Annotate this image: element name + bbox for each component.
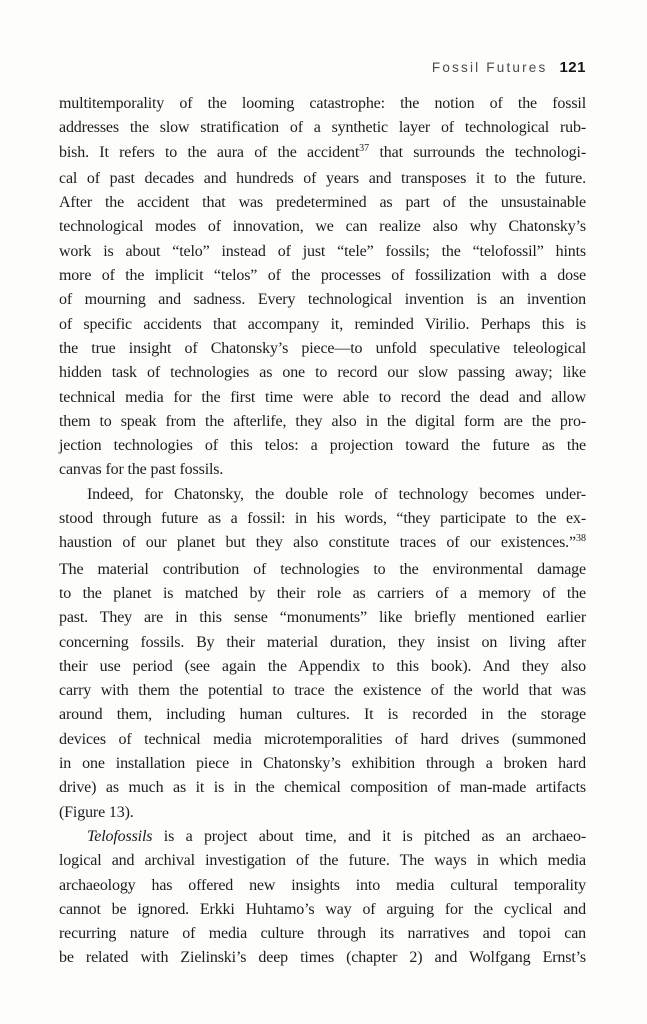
text-line xyxy=(59,116,586,140)
text-span: past. They are in this sense “monuments” like briefly mentioned earlier xyxy=(59,609,586,627)
text-span: be related with Zielinski’s deep times (chapter 2) and Wolfgang Ernst’s xyxy=(59,949,586,967)
footnote-reference: 37 xyxy=(359,142,370,154)
text-line xyxy=(59,507,586,531)
text-line xyxy=(59,874,586,898)
text-span: canvas for the past fossils. xyxy=(59,461,224,479)
text-line xyxy=(59,215,586,239)
text-line xyxy=(59,631,586,655)
text-line xyxy=(59,141,586,167)
text-span: cannot be ignored. Erkki Huhtamo’s way of arguing for the cyclical and xyxy=(59,900,586,918)
text-span: work is about “telo” instead of just “tele” fossils; the “telofossil” hints xyxy=(59,242,586,260)
text-span: hidden task of technologies as one to record our slow passing away; like xyxy=(59,364,586,382)
text-span: archaeology has offered new insights into media cultural temporality xyxy=(59,876,586,894)
text-span: multitemporality of the looming catastrophe: the notion of the fossil xyxy=(59,95,586,112)
text-line xyxy=(59,728,586,752)
text-line xyxy=(59,606,586,630)
paragraph xyxy=(59,483,586,825)
text-span: logical and archival investigation of the future. The ways in which media xyxy=(59,852,586,870)
text-line xyxy=(59,946,586,970)
text-line xyxy=(59,558,586,582)
text-span: to the planet is matched by their role as carriers of a memory of the xyxy=(59,584,586,602)
text-line xyxy=(59,801,586,825)
text-span: is a project about time, and it is pitched as an archaeo- xyxy=(152,827,586,845)
text-span: of specific accidents that accompany it, reminded Virilio. Perhaps this is xyxy=(59,315,586,333)
text-line xyxy=(59,531,586,557)
text-line xyxy=(59,410,586,434)
text-span: technological modes of innovation, we can realize also why Chatonsky’s xyxy=(59,218,586,236)
text-span: bish. It refers to the aura of the accident xyxy=(59,143,360,161)
text-span: them to speak from the afterlife, they also in the digital form are the pro- xyxy=(59,412,586,430)
text-line xyxy=(59,434,586,458)
text-line xyxy=(59,361,586,385)
text-line xyxy=(59,313,586,337)
text-span: the true insight of Chatonsky’s piece—to unfold speculative teleological xyxy=(59,339,586,357)
text-span: around them, including human cultures. It is recorded in the storage xyxy=(59,706,586,724)
text-span: drive) as much as it is in the chemical composition of man-made artifacts xyxy=(59,779,586,797)
footnote-reference: 38 xyxy=(576,533,586,545)
text-span: of mourning and sadness. Every technological invention is an invention xyxy=(59,291,586,309)
text-line xyxy=(59,752,586,776)
text-line xyxy=(59,337,586,361)
text-span: devices of technical media microtemporalities of hard drives (summoned xyxy=(59,730,586,748)
text-span: more of the implicit “telos” of the processes of fossilization with a dose xyxy=(59,267,586,285)
text-line xyxy=(59,240,586,264)
page-text xyxy=(59,92,586,971)
text-line xyxy=(59,898,586,922)
text-span: Indeed, for Chatonsky, the double role of technology becomes under- xyxy=(87,485,586,503)
text-span: cal of past decades and hundreds of years and transposes it to the future. xyxy=(59,169,586,187)
text-span: carry with them the potential to trace the existence of the world that was xyxy=(59,682,586,700)
text-span: The material contribution of technologies to the environmental damage xyxy=(59,560,586,578)
text-line xyxy=(59,386,586,410)
text-line xyxy=(59,776,586,800)
text-span: in one installation piece in Chatonsky’s exhibition through a broken hard xyxy=(59,755,586,773)
text-span: addresses the slow stratification of a synthetic layer of technological rub- xyxy=(59,119,586,137)
text-line xyxy=(59,288,586,312)
text-span: technical media for the first time were able to record the dead and allow xyxy=(59,388,586,406)
text-line xyxy=(59,483,586,507)
italic-title: Telofossils xyxy=(87,827,153,845)
text-span: (Figure 13). xyxy=(59,803,134,821)
text-span: their use period (see again the Appendix to this book). And they also xyxy=(59,657,586,675)
text-span: recurring nature of media culture through its narratives and topoi can xyxy=(59,925,586,943)
text-line xyxy=(59,825,586,849)
text-span: that surrounds the technologi- xyxy=(369,143,586,161)
text-span: After the accident that was predetermined as part of the unsustainable xyxy=(59,194,586,212)
text-span: jection technologies of this telos: a projection toward the future as the xyxy=(59,437,586,455)
running-title: Fossil Futures xyxy=(431,60,548,75)
text-line xyxy=(59,191,586,215)
text-line xyxy=(59,655,586,679)
text-line xyxy=(59,458,586,482)
text-line xyxy=(59,92,586,116)
page-header xyxy=(59,59,586,76)
paragraph xyxy=(59,825,586,971)
text-line xyxy=(59,849,586,873)
text-span: stood through future as a fossil: in his words, “they participate to the ex- xyxy=(59,510,586,528)
text-line xyxy=(59,582,586,606)
page-number: 121 xyxy=(559,59,586,76)
text-line xyxy=(59,679,586,703)
text-line xyxy=(59,922,586,946)
text-span: concerning fossils. By their material duration, they insist on living after xyxy=(59,633,586,651)
paragraph xyxy=(59,92,586,483)
text-line xyxy=(59,167,586,191)
text-line xyxy=(59,703,586,727)
text-line xyxy=(59,264,586,288)
text-span: haustion of our planet but they also constitute traces of our existences.” xyxy=(59,534,576,552)
